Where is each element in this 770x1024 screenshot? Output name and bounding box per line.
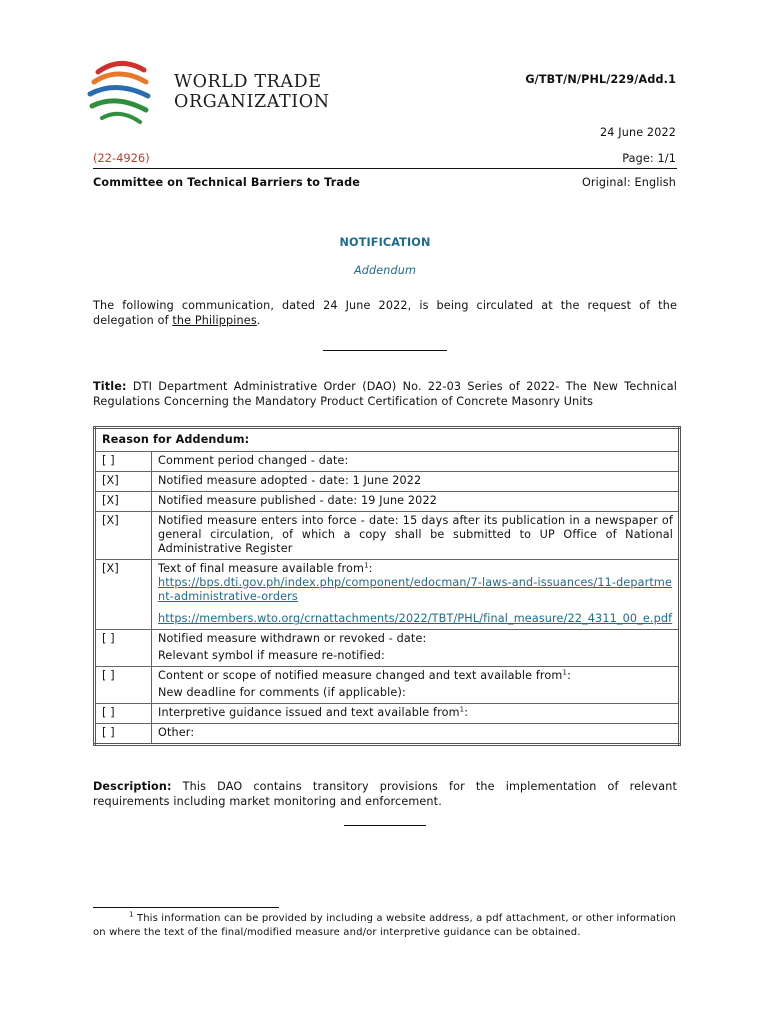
checkbox-mark: [ ] xyxy=(95,704,152,724)
row-text: Content or scope of notified measure changed and text available from xyxy=(158,669,563,682)
committee-name: Committee on Technical Barriers to Trade xyxy=(93,176,360,189)
header-divider xyxy=(93,168,677,169)
document-number: (22-4926) xyxy=(93,152,150,165)
table-row xyxy=(95,630,680,667)
table-row xyxy=(95,560,680,630)
org-name-line2: ORGANIZATION xyxy=(174,92,330,112)
document-symbol: G/TBT/N/PHL/229/Add.1 xyxy=(525,73,676,86)
row-text-secondary: Relevant symbol if measure re-notified: xyxy=(158,649,385,662)
table-row xyxy=(95,492,680,512)
footnote-ref: 1 xyxy=(562,668,568,677)
end-divider xyxy=(344,825,426,826)
checkbox-mark: [X] xyxy=(95,560,152,630)
table-row xyxy=(95,667,680,704)
row-text: Notified measure withdrawn or revoked - date: xyxy=(158,632,427,645)
row-text-suffix: : xyxy=(368,562,373,575)
section-divider xyxy=(323,350,447,351)
description-text: This DAO contains transitory provisions for the implementation of relevant requirements including market monitoring and enforcement. xyxy=(93,780,677,808)
notification-subheading: Addendum xyxy=(353,264,417,277)
table-row xyxy=(95,512,680,560)
row-text-line xyxy=(158,562,673,576)
row-text-line xyxy=(158,669,673,683)
table-row xyxy=(95,724,680,745)
row-text-cell xyxy=(152,704,680,724)
row-text-suffix: : xyxy=(464,706,469,719)
org-name-line1: WORLD TRADE xyxy=(174,72,322,92)
dti-measure-link[interactable]: https://bps.dti.gov.ph/index.php/component/edocman/7-laws-and-issuances/11-department-administrative-orders xyxy=(158,576,673,603)
footnote-mark: 1 xyxy=(129,910,134,919)
table-row xyxy=(95,472,680,492)
reason-header: Reason for Addendum: xyxy=(95,428,680,452)
row-text: Comment period changed - date: xyxy=(152,452,680,472)
description-paragraph xyxy=(93,779,677,809)
checkbox-mark: [X] xyxy=(95,472,152,492)
description-label: Description: xyxy=(93,780,172,793)
checkbox-mark: [ ] xyxy=(95,452,152,472)
intro-text: The following communication, dated 24 June 2022, is being circulated at the request of the delegation of xyxy=(93,299,677,327)
checkbox-mark: [X] xyxy=(95,512,152,560)
delegation-name: the Philippines xyxy=(172,314,257,327)
notification-heading: NOTIFICATION xyxy=(339,236,431,249)
reason-table xyxy=(93,426,681,746)
checkbox-mark: [ ] xyxy=(95,667,152,704)
checkbox-mark: [X] xyxy=(95,492,152,512)
footnote-ref: 1 xyxy=(364,561,369,570)
reason-header-row xyxy=(95,428,680,452)
measure-title xyxy=(93,379,677,409)
row-text-cell xyxy=(152,630,680,667)
footnote-text: This information can be provided by including a website address, a pdf attachment, or other information on where the text of the final/modified measure and/or interpretive guidance can be obtained. xyxy=(93,913,676,938)
checkbox-mark: [ ] xyxy=(95,724,152,745)
title-text: DTI Department Administrative Order (DAO) No. 22-03 Series of 2022- The New Technical Regulations Concerning the Mandatory Product Certification of Concrete Masonry Units xyxy=(93,380,677,408)
row-text: Interpretive guidance issued and text available from xyxy=(158,706,460,719)
table-row xyxy=(95,452,680,472)
row-text-suffix: : xyxy=(567,669,572,682)
row-text-cell xyxy=(152,560,680,630)
original-language: Original: English xyxy=(581,176,676,189)
row-text: Notified measure published - date: 19 June 2022 xyxy=(152,492,680,512)
title-label: Title: xyxy=(93,380,127,393)
footnote-divider xyxy=(93,907,279,908)
row-text: Other: xyxy=(152,724,680,745)
org-name xyxy=(174,72,330,112)
intro-end: . xyxy=(256,314,261,327)
row-text-cell xyxy=(152,667,680,704)
wto-logo xyxy=(84,58,334,130)
wto-measure-link[interactable]: https://members.wto.org/crnattachments/2022/TBT/PHL/final_measure/22_4311_00_e.pdf xyxy=(158,612,673,625)
row-text: Notified measure enters into force - date: 15 days after its publication in a newspaper of general circulation, of which a copy shall be submitted to UP Office of National Administrative Register xyxy=(152,512,680,560)
checkbox-mark: [ ] xyxy=(95,630,152,667)
row-text: Notified measure adopted - date: 1 June 2022 xyxy=(152,472,680,492)
wto-logo-emblem xyxy=(84,58,164,130)
intro-paragraph xyxy=(93,298,677,328)
document-date: 24 June 2022 xyxy=(600,126,676,139)
row-text: Text of final measure available from xyxy=(158,562,365,575)
table-row xyxy=(95,704,680,724)
page-indicator: Page: 1/1 xyxy=(622,152,676,165)
footnote-ref: 1 xyxy=(459,705,465,714)
row-text-secondary: New deadline for comments (if applicable): xyxy=(158,686,406,699)
footnote xyxy=(93,912,677,940)
